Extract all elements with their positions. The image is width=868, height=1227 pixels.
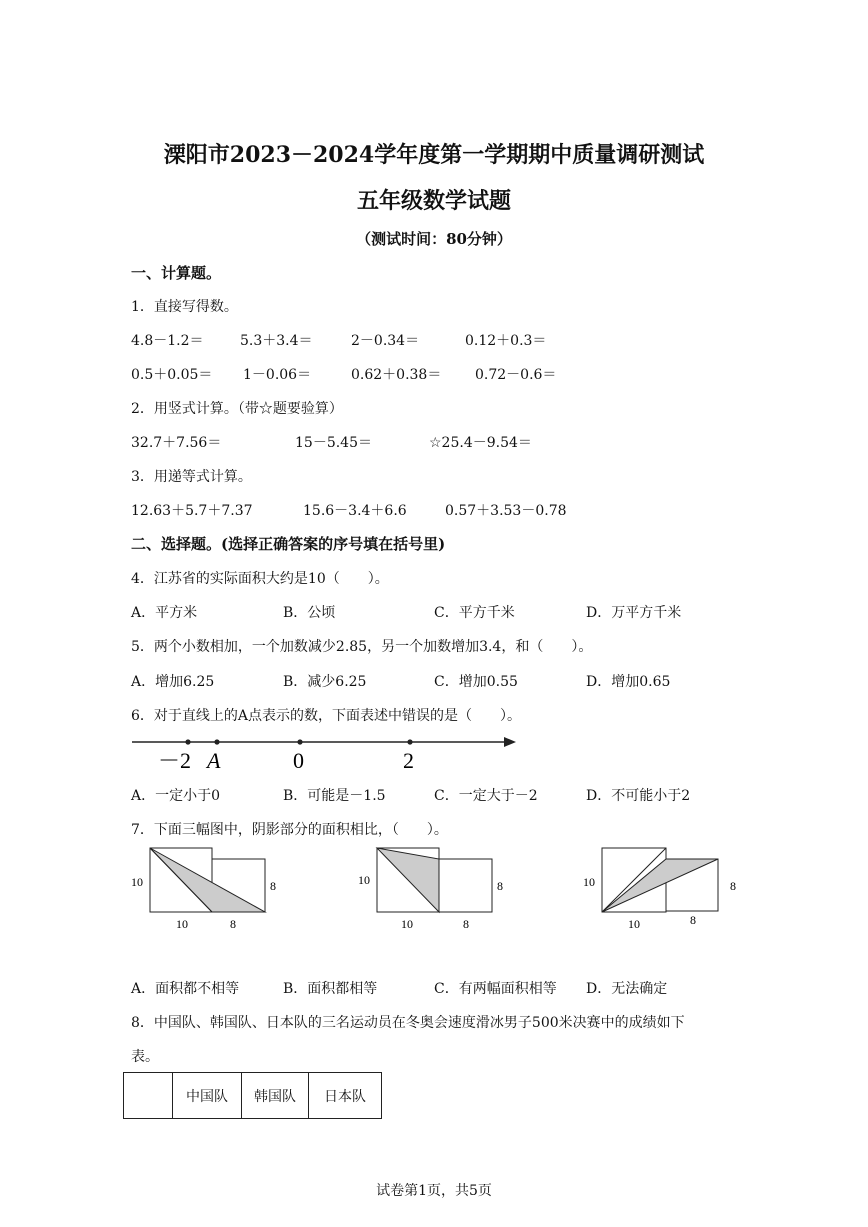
exam-title: 溧阳市2023－2024学年度第一学期期中质量调研测试 bbox=[163, 142, 705, 168]
label-side-8: 8 bbox=[270, 879, 276, 893]
q5-option-d[interactable]: D．增加0.65 bbox=[586, 674, 671, 690]
label-a: A bbox=[207, 748, 221, 773]
shaded-triangle bbox=[377, 848, 439, 912]
label-side-10: 10 bbox=[358, 873, 370, 887]
q4-stem: 4．江苏省的实际面积大约是10（ ）。 bbox=[131, 571, 389, 587]
q6-option-a[interactable]: A．一定小于0 bbox=[131, 788, 221, 804]
section2-heading: 二、选择题。(选择正确答案的序号填在括号里) bbox=[131, 535, 446, 553]
q4-option-d[interactable]: D．万平方千米 bbox=[586, 605, 682, 621]
label-bottom-8: 8 bbox=[690, 913, 696, 927]
q2-item: 32.7＋7.56＝ bbox=[131, 435, 222, 451]
point-two bbox=[407, 739, 412, 744]
label-bottom-8: 8 bbox=[463, 917, 469, 931]
q5-option-c[interactable]: C．增加0.55 bbox=[434, 674, 518, 690]
point-a bbox=[214, 739, 219, 744]
q2-item: ☆25.4－9.54＝ bbox=[429, 435, 532, 451]
shaded-triangle bbox=[602, 859, 718, 912]
q1-item: 2－0.34＝ bbox=[351, 333, 420, 349]
label-side-10: 10 bbox=[583, 875, 595, 889]
q7-stem: 7．下面三幅图中，阴影部分的面积相比，（ ）。 bbox=[131, 822, 448, 838]
label-bottom-10: 10 bbox=[176, 917, 188, 931]
point-zero bbox=[297, 739, 302, 744]
q5-stem: 5．两个小数相加，一个加数减少2.85，另一个加数增加3.4，和（ ）。 bbox=[131, 639, 593, 655]
q2-item: 15－5.45＝ bbox=[295, 435, 372, 451]
q3-item: 12.63＋5.7＋7.37 bbox=[131, 503, 253, 519]
section1-heading: 一、计算题。 bbox=[131, 264, 222, 282]
q7-option-a[interactable]: A．面积都不相等 bbox=[131, 981, 240, 997]
q1-item: 0.5＋0.05＝ bbox=[131, 367, 213, 383]
table-cell: 中国队 bbox=[173, 1073, 242, 1119]
table-cell: 日本队 bbox=[309, 1073, 382, 1119]
q7-option-d[interactable]: D．无法确定 bbox=[586, 981, 668, 997]
q5-option-a[interactable]: A．增加6.25 bbox=[131, 674, 215, 690]
q1-item: 0.72－0.6＝ bbox=[475, 367, 557, 383]
point-minus-two bbox=[185, 739, 190, 744]
label-bottom-10: 10 bbox=[401, 917, 413, 931]
shaded-triangle bbox=[150, 848, 265, 912]
q6-option-d[interactable]: D．不可能小于2 bbox=[586, 788, 691, 804]
label-side-8: 8 bbox=[730, 879, 736, 893]
q3-item: 0.57＋3.53－0.78 bbox=[445, 503, 567, 519]
q7-figure-2 bbox=[355, 844, 515, 934]
q7-option-c[interactable]: C．有两幅面积相等 bbox=[434, 981, 557, 997]
q3-item: 15.6－3.4＋6.6 bbox=[303, 503, 407, 519]
q4-option-b[interactable]: B．公顷 bbox=[283, 605, 336, 621]
table-cell bbox=[124, 1073, 173, 1119]
q7-option-b[interactable]: B．面积都相等 bbox=[283, 981, 378, 997]
label-two: 2 bbox=[403, 748, 414, 773]
label-minus-two: －2 bbox=[158, 748, 192, 773]
exam-subtitle: 五年级数学试题 bbox=[356, 188, 511, 214]
q1-label: 1．直接写得数。 bbox=[131, 299, 238, 315]
label-side-10: 10 bbox=[131, 875, 143, 889]
q1-item: 0.12＋0.3＝ bbox=[465, 333, 547, 349]
q7-figure-3 bbox=[580, 844, 745, 934]
arrow-right-icon bbox=[504, 737, 516, 747]
label-bottom-10: 10 bbox=[628, 917, 640, 931]
q6-option-c[interactable]: C．一定大于－2 bbox=[434, 788, 538, 804]
table-cell: 韩国队 bbox=[242, 1073, 309, 1119]
label-side-8: 8 bbox=[497, 879, 503, 893]
page-footer: 试卷第1页，共5页 bbox=[376, 1183, 492, 1199]
q1-item: 0.62＋0.38＝ bbox=[351, 367, 442, 383]
label-zero: 0 bbox=[293, 748, 304, 773]
q1-item: 5.3＋3.4＝ bbox=[240, 333, 313, 349]
number-line bbox=[130, 730, 520, 778]
q7-figure-1 bbox=[128, 844, 288, 934]
q1-item: 4.8－1.2＝ bbox=[131, 333, 204, 349]
q2-label: 2．用竖式计算。（带☆题要验算） bbox=[131, 401, 343, 417]
table-row bbox=[124, 1073, 382, 1119]
q6-option-b[interactable]: B．可能是－1.5 bbox=[283, 788, 386, 804]
q1-item: 1－0.06＝ bbox=[243, 367, 312, 383]
q8-stem-line2: 表。 bbox=[131, 1049, 159, 1065]
q3-label: 3．用递等式计算。 bbox=[131, 469, 252, 485]
q4-option-a[interactable]: A．平方米 bbox=[131, 605, 198, 621]
q6-stem: 6．对于直线上的A点表示的数，下面表述中错误的是（ ）。 bbox=[131, 708, 522, 724]
q8-stem-line1: 8．中国队、韩国队、日本队的三名运动员在冬奥会速度滑冰男子500米决赛中的成绩如下 bbox=[131, 1015, 685, 1031]
q4-option-c[interactable]: C．平方千米 bbox=[434, 605, 515, 621]
label-bottom-8: 8 bbox=[230, 917, 236, 931]
q5-option-b[interactable]: B．减少6.25 bbox=[283, 674, 367, 690]
results-table bbox=[123, 1072, 382, 1119]
time-note: （测试时间：80分钟） bbox=[356, 230, 512, 248]
